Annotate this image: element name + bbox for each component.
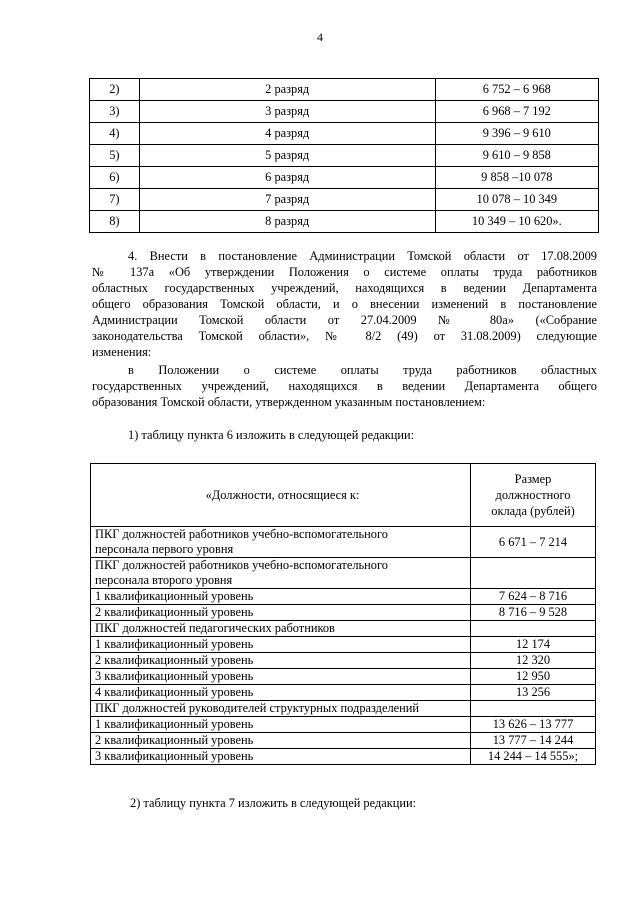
salary-value: 13 256 bbox=[471, 685, 596, 701]
rank-label: 2 разряд bbox=[139, 79, 435, 101]
rank-table bbox=[89, 78, 599, 233]
header-positions: «Должности, относящиеся к: bbox=[91, 464, 471, 527]
table-row bbox=[90, 145, 599, 167]
table-row bbox=[91, 558, 596, 589]
text-line: Администрации Томской области от 27.04.2009 № 80а» («Собрание bbox=[92, 313, 597, 327]
position-label: ПКГ должностей работников учебно-вспомогательного персонала второго уровня bbox=[91, 558, 471, 589]
table-row bbox=[91, 621, 596, 637]
header-line: должностного bbox=[495, 488, 571, 502]
salary-range: 10 078 – 10 349 bbox=[435, 189, 598, 211]
salary-range: 6 968 – 7 192 bbox=[435, 101, 598, 123]
table-row bbox=[90, 123, 599, 145]
paragraph-regulation bbox=[92, 362, 597, 410]
rank-label: 4 разряд bbox=[139, 123, 435, 145]
position-label: ПКГ должностей руководителей структурных подразделений bbox=[91, 701, 471, 717]
rank-label: 3 разряд bbox=[139, 101, 435, 123]
row-number: 8) bbox=[90, 211, 140, 233]
text-line: изменения: bbox=[92, 345, 152, 359]
text-line: образования Томской области, утвержденном указанным постановлением: bbox=[92, 395, 486, 409]
row-number: 6) bbox=[90, 167, 140, 189]
table-row bbox=[91, 717, 596, 733]
position-label: 2 квалификационный уровень bbox=[91, 605, 471, 621]
header-salary bbox=[471, 464, 596, 527]
position-label: 2 квалификационный уровень bbox=[91, 733, 471, 749]
position-label: 3 квалификационный уровень bbox=[91, 749, 471, 765]
item-2-text: 2) таблицу пункта 7 изложить в следующей редакции: bbox=[130, 796, 417, 810]
salary-value bbox=[471, 701, 596, 717]
header-line: оклада (рублей) bbox=[491, 504, 575, 518]
salary-value: 8 716 – 9 528 bbox=[471, 605, 596, 621]
table-row bbox=[90, 211, 599, 233]
paragraph-amendment bbox=[92, 248, 597, 360]
salary-range: 6 752 – 6 968 bbox=[435, 79, 598, 101]
table-row bbox=[91, 669, 596, 685]
rank-label: 7 разряд bbox=[139, 189, 435, 211]
table-row bbox=[91, 653, 596, 669]
item-1-text: 1) таблицу пункта 6 изложить в следующей редакции: bbox=[128, 428, 415, 442]
position-label: ПКГ должностей работников учебно-вспомогательного персонала первого уровня bbox=[91, 527, 471, 558]
row-number: 4) bbox=[90, 123, 140, 145]
rank-label: 8 разряд bbox=[139, 211, 435, 233]
table-row bbox=[90, 167, 599, 189]
rank-label: 6 разряд bbox=[139, 167, 435, 189]
position-label: 4 квалификационный уровень bbox=[91, 685, 471, 701]
page-number: 4 bbox=[317, 30, 323, 44]
table-row bbox=[91, 749, 596, 765]
text-line: № 137а «Об утверждении Положения о системе оплаты труда работников bbox=[92, 265, 597, 279]
rank-label: 5 разряд bbox=[139, 145, 435, 167]
position-label: 1 квалификационный уровень bbox=[91, 589, 471, 605]
table-row bbox=[91, 685, 596, 701]
salary-value: 12 320 bbox=[471, 653, 596, 669]
table-row bbox=[91, 605, 596, 621]
salary-range: 9 396 – 9 610 bbox=[435, 123, 598, 145]
table-row bbox=[91, 701, 596, 717]
salary-value: 7 624 – 8 716 bbox=[471, 589, 596, 605]
text-line: общего образования Томской области, и о внесении изменений в постановление bbox=[92, 297, 597, 311]
table-row bbox=[91, 637, 596, 653]
salary-value: 14 244 – 14 555»; bbox=[471, 749, 596, 765]
row-number: 7) bbox=[90, 189, 140, 211]
position-label: ПКГ должностей педагогических работников bbox=[91, 621, 471, 637]
table-row bbox=[91, 527, 596, 558]
salary-value: 12 174 bbox=[471, 637, 596, 653]
position-label: 3 квалификационный уровень bbox=[91, 669, 471, 685]
salary-value: 6 671 – 7 214 bbox=[471, 527, 596, 558]
position-label: 1 квалификационный уровень bbox=[91, 717, 471, 733]
salary-range: 9 858 –10 078 bbox=[435, 167, 598, 189]
text-line: областных государственных учреждений, находящихся в ведении Департамента bbox=[92, 281, 597, 295]
table-header-row bbox=[91, 464, 596, 527]
header-line: Размер bbox=[514, 472, 552, 486]
row-number: 2) bbox=[90, 79, 140, 101]
table-row bbox=[90, 79, 599, 101]
text-line: в Положении о системе оплаты труда работников областных bbox=[128, 363, 597, 377]
salary-range: 9 610 – 9 858 bbox=[435, 145, 598, 167]
text-line: 4. Внести в постановление Администрации Томской области от 17.08.2009 bbox=[128, 249, 597, 263]
position-label: 2 квалификационный уровень bbox=[91, 653, 471, 669]
salary-value bbox=[471, 558, 596, 589]
salary-value bbox=[471, 621, 596, 637]
position-label: 1 квалификационный уровень bbox=[91, 637, 471, 653]
text-line: законодательства Томской области», № 8/2 (49) от 31.08.2009) следующие bbox=[92, 329, 597, 343]
salary-range: 10 349 – 10 620». bbox=[435, 211, 598, 233]
salary-value: 13 626 – 13 777 bbox=[471, 717, 596, 733]
text-line: государственных учреждений, находящихся в ведении Департамента общего bbox=[92, 379, 597, 393]
table-row bbox=[90, 189, 599, 211]
table-row bbox=[91, 589, 596, 605]
table-row bbox=[90, 101, 599, 123]
row-number: 3) bbox=[90, 101, 140, 123]
table-row bbox=[91, 733, 596, 749]
positions-table bbox=[90, 463, 596, 765]
row-number: 5) bbox=[90, 145, 140, 167]
salary-value: 12 950 bbox=[471, 669, 596, 685]
salary-value: 13 777 – 14 244 bbox=[471, 733, 596, 749]
